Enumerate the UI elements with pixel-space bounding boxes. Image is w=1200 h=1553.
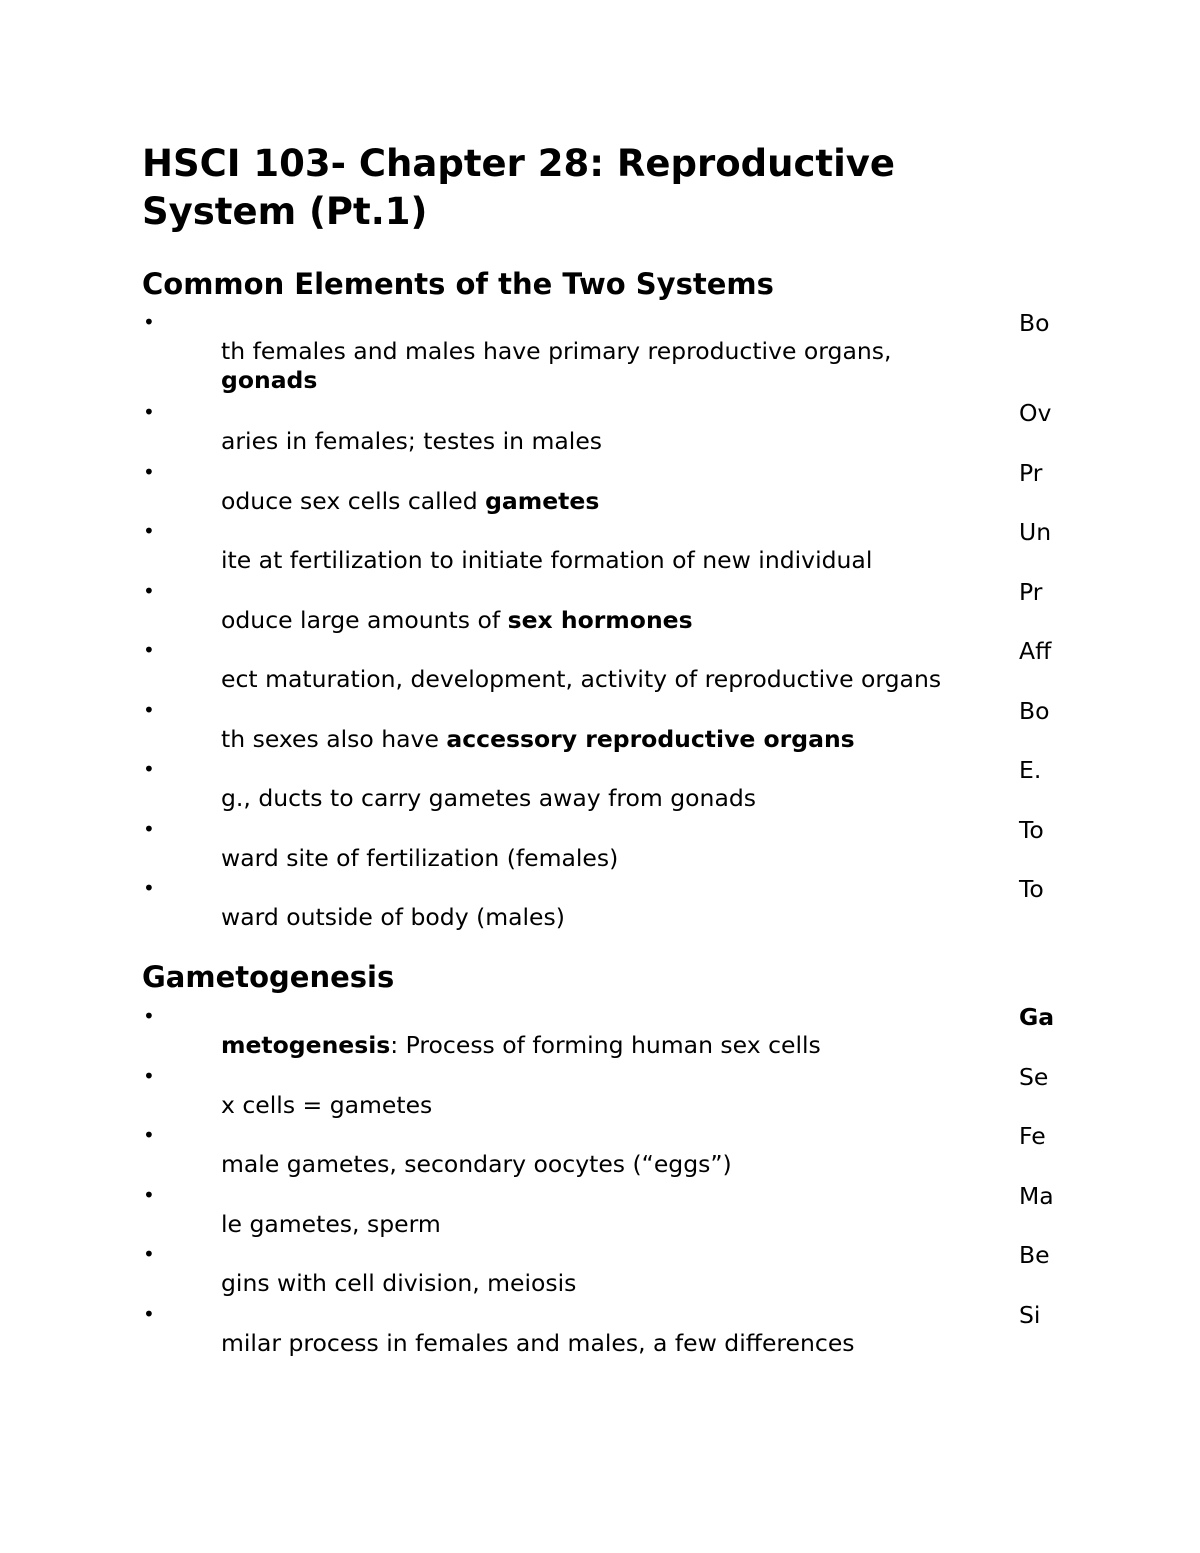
list-item [0,1063,1200,1123]
list-item [0,518,1200,578]
list-item [0,637,1200,697]
list-item [0,816,1200,876]
bullet-icon: • [143,400,155,424]
item-text [221,337,1011,395]
item-text-body: le gametes, sperm [221,1209,441,1238]
bullet-icon: • [143,1182,155,1207]
item-text [221,1210,1011,1239]
item-text-bold: gonads [221,366,318,394]
bullet-icon: • [143,578,155,603]
bullet-icon: • [143,638,155,662]
item-text [221,427,1011,456]
list-item [0,1122,1200,1182]
item-start-fragment: Ma [1019,1181,1054,1210]
item-text-bold: gametes [485,486,600,515]
bullet-icon: • [143,816,155,841]
list-item [0,875,1200,935]
item-text [221,665,1011,694]
list-item [0,1301,1200,1361]
item-text [221,606,1011,635]
list-item [0,697,1200,757]
item-start-fragment: To [1019,875,1044,903]
item-start-fragment: Un [1019,518,1052,546]
list-item [0,459,1200,519]
item-text-body: male gametes, secondary oocytes (“eggs”) [221,1150,732,1178]
bullet-list [0,1003,1200,1360]
item-start-fragment: To [1019,815,1044,844]
bullet-icon: • [143,310,155,334]
list-item [0,399,1200,459]
bullet-icon: • [143,1004,155,1028]
item-start-fragment: Pr [1019,577,1043,606]
bullet-icon: • [143,1063,155,1088]
bullet-icon: • [143,876,155,900]
item-text-body: x cells = gametes [221,1090,433,1119]
item-text-body: ect maturation, development, activity of reproductive organs [221,665,942,693]
bullet-icon: • [143,519,155,543]
item-text [221,903,1011,932]
bullet-list [0,309,1200,935]
bullet-icon: • [143,459,155,484]
item-text-body: aries in females; testes in males [221,427,603,455]
item-text [221,1150,1011,1179]
item-text-body: oduce sex cells called [221,486,486,515]
item-text [221,725,1011,754]
item-text [221,1269,1011,1298]
item-start-fragment: Aff [1019,637,1052,665]
item-text [221,487,1011,516]
section-heading: Gametogenesis [142,960,395,994]
bullet-icon: • [143,1301,155,1326]
item-start-fragment: Ov [1019,399,1052,427]
item-text [221,546,1011,575]
list-item [0,309,1200,399]
item-start-fragment: Si [1019,1300,1041,1329]
item-start-fragment: Pr [1019,458,1043,487]
item-text-bold: metogenesis [221,1031,391,1059]
item-text-bold: accessory reproductive organs [446,724,855,753]
item-start-fragment: Ga [1019,1003,1055,1031]
item-text-body: ite at fertilization to initiate formation of new individual [221,546,873,574]
item-text-body: oduce large amounts of [221,605,508,634]
list-item [0,756,1200,816]
item-text-body: milar process in females and males, a few differences [221,1328,855,1357]
list-item [0,1182,1200,1242]
item-start-fragment: Be [1019,1241,1050,1269]
item-text [221,844,1011,873]
document-title: HSCI 103- Chapter 28: Reproductive System (Pt.1) [142,142,895,233]
bullet-icon: • [143,1123,155,1147]
item-text [221,784,1011,813]
item-text-body: ward outside of body (males) [221,903,565,931]
section-heading: Common Elements of the Two Systems [142,267,774,301]
item-start-fragment: Bo [1019,309,1050,337]
item-start-fragment: E. [1019,756,1042,784]
bullet-icon: • [143,697,155,722]
item-text-body: gins with cell division, meiosis [221,1269,577,1297]
list-item [0,1241,1200,1301]
item-start-fragment: Bo [1019,696,1050,725]
bullet-icon: • [143,1242,155,1266]
item-text-bold: sex hormones [507,605,693,634]
item-text [221,1329,1011,1358]
item-text [221,1091,1011,1120]
item-text [221,1031,1011,1060]
item-start-fragment: Se [1019,1062,1049,1091]
list-item [0,578,1200,638]
item-text-body: ward site of fertilization (females) [221,843,619,872]
item-start-fragment: Fe [1019,1122,1046,1150]
list-item [0,1003,1200,1063]
item-text-body: g., ducts to carry gametes away from gonads [221,784,757,812]
item-text-body: th females and males have primary reproductive organs, [221,337,892,365]
item-text-body: th sexes also have [221,724,447,753]
item-text-body: : Process of forming human sex cells [390,1031,821,1059]
bullet-icon: • [143,757,155,781]
